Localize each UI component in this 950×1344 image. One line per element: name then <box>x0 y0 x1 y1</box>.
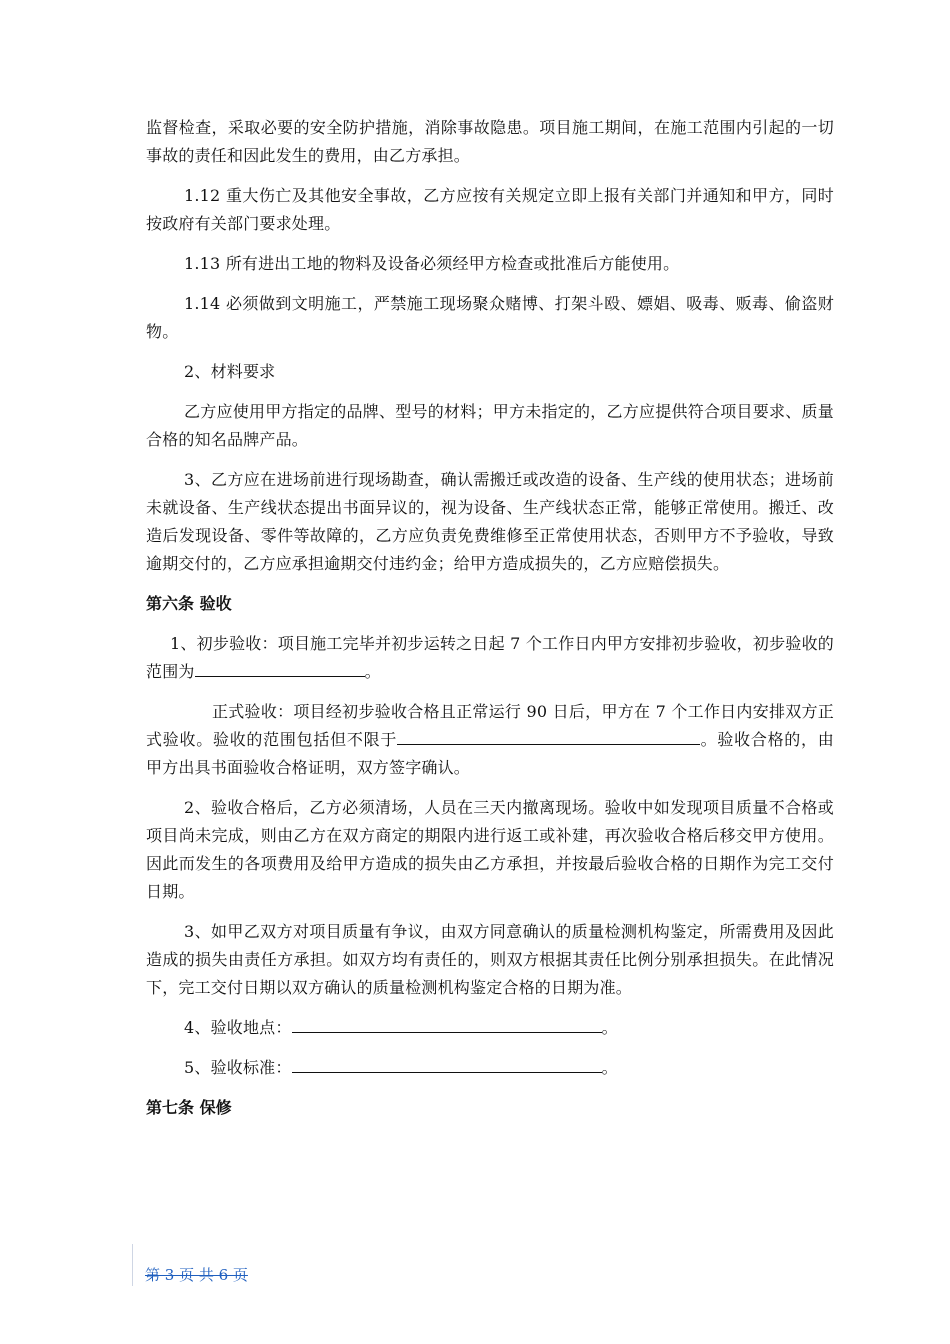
preliminary-scope-blank[interactable] <box>195 660 365 677</box>
clause-materials-title: 2、材料要求 <box>184 362 276 381</box>
acceptance-item-2: 2、验收合格后，乙方必须清场，人员在三天内撤离现场。验收中如发现项目质量不合格或项目尚未完成，则由乙方在双方商定的期限内进行返工或补建，再次验收合格后移交甲方使用。因此而发生的各项费用及给甲方造成的损失由乙方承担，并按最后验收合格的日期作为完工交付日期。 <box>146 798 834 901</box>
acceptance-item-5 <box>146 1054 834 1082</box>
clause-1-12: 1.12 重大伤亡及其他安全事故，乙方应按有关规定立即上报有关部门并通知和甲方，同时按政府有关部门要求处理。 <box>146 186 834 233</box>
formal-acceptance-end: 。验收合格的，由甲方出具书面验收合格证明，双方签字确认。 <box>146 730 834 777</box>
formal-acceptance-text: 正式验收：项目经初步验收合格且正常运行 90 日后，甲方在 7 个工作日内安排双方正式验收。验收的范围包括但不限于 <box>146 702 834 749</box>
formal-scope-blank[interactable] <box>397 728 700 745</box>
section-6-title: 第六条 验收 <box>146 594 232 613</box>
acceptance-item-1 <box>146 630 834 686</box>
page-number-label: 第 3 页 共 6 页 <box>145 1266 248 1284</box>
acceptance-location-label: 4、验收地点： <box>184 1018 292 1037</box>
clause-1-13: 1.13 所有进出工地的物料及设备必须经甲方检查或批准后方能使用。 <box>184 254 680 273</box>
formal-acceptance <box>146 698 834 782</box>
acceptance-location-blank[interactable] <box>292 1016 602 1033</box>
acceptance-location-end: 。 <box>601 1018 618 1037</box>
acceptance-item-3: 3、如甲乙双方对项目质量有争议，由双方同意确认的质量检测机构鉴定，所需费用及因此造成的损失由责任方承担。如双方均有责任的，则双方根据其责任比例分别承担损失。在此情况下，完工交付日期以双方确认的质量检测机构鉴定合格的日期为准。 <box>146 922 834 997</box>
footer-divider <box>132 1244 133 1286</box>
document-body <box>146 114 834 1134</box>
acceptance-standard-blank[interactable] <box>292 1056 602 1073</box>
paragraph-safety-continued: 监督检查，采取必要的安全防护措施，消除事故隐患。项目施工期间，在施工范围内引起的一切事故的责任和因此发生的费用，由乙方承担。 <box>146 118 834 165</box>
clause-1-14: 1.14 必须做到文明施工，严禁施工现场聚众赌博、打架斗殴、嫖娼、吸毒、贩毒、偷盗财物。 <box>146 294 834 341</box>
acceptance-standard-end: 。 <box>601 1058 618 1077</box>
section-7-title: 第七条 保修 <box>146 1098 232 1117</box>
acceptance-item-1-text: 1、初步验收：项目施工完毕并初步运转之日起 7 个工作日内甲方安排初步验收，初步验收的范围为 <box>146 634 834 681</box>
acceptance-standard-label: 5、验收标准： <box>184 1058 292 1077</box>
clause-materials-body: 乙方应使用甲方指定的品牌、型号的材料；甲方未指定的，乙方应提供符合项目要求、质量合格的知名品牌产品。 <box>146 402 834 449</box>
clause-site-survey: 3、乙方应在进场前进行现场勘查，确认需搬迁或改造的设备、生产线的使用状态；进场前未就设备、生产线状态提出书面异议的，视为设备、生产线状态正常，能够正常使用。搬迁、改造后发现设备、零件等故障的，乙方应负责免费维修至正常使用状态，否则甲方不予验收，导致逾期交付的，乙方应承担逾期交付违约金；给甲方造成损失的，乙方应赔偿损失。 <box>146 470 834 573</box>
page-number-footer <box>145 1264 248 1285</box>
acceptance-item-1-end: 。 <box>364 662 381 681</box>
acceptance-item-4 <box>146 1014 834 1042</box>
